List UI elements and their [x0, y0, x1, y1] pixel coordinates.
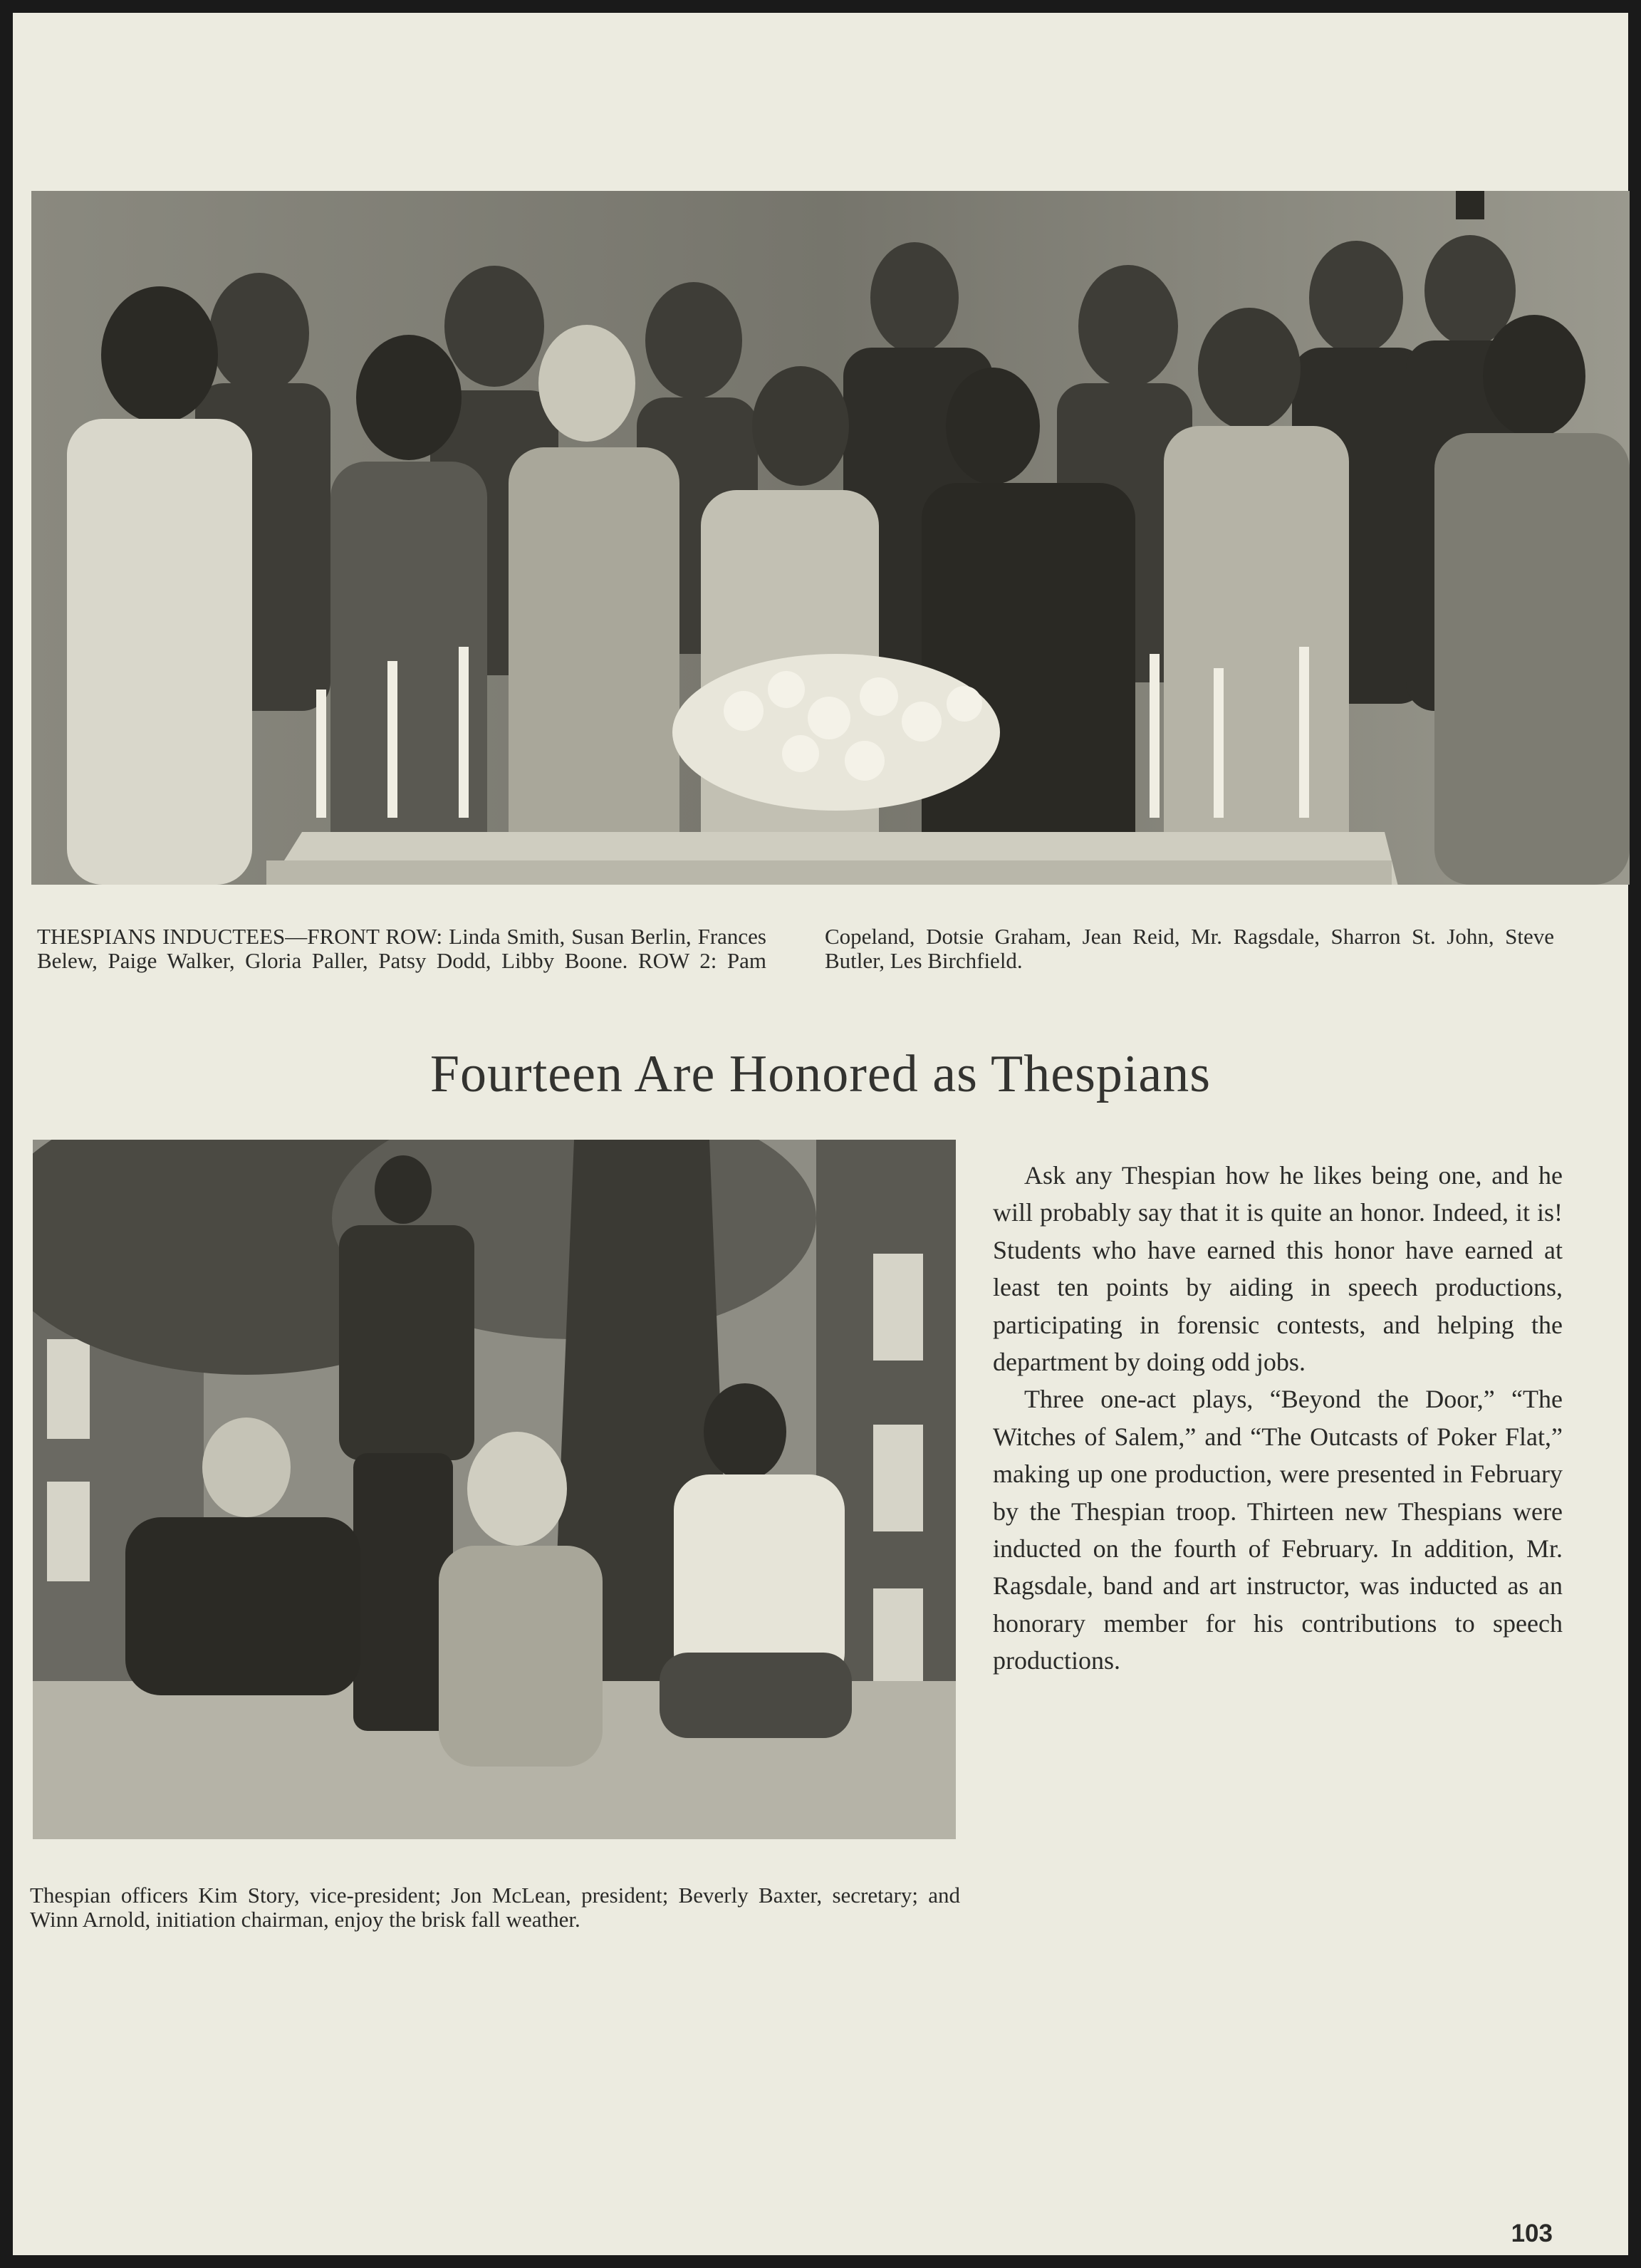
inductees-group-photo: [31, 191, 1630, 885]
article-paragraph: Three one-act plays, “Beyond the Door,” “The Witches of Salem,” and “The Outcasts of Poker Flat,” making up one production, were presented in February by the Thespian troop. Thirteen new Thespians were inducted on the fourth of February. In addition, Mr. Ragsdale, band and art instructor, was inducted as an honorary member for his contributions to speech productions.: [993, 1385, 1563, 1675]
yearbook-page: [13, 13, 1628, 2255]
article-paragraph: Ask any Thespian how he likes being one, and he will probably say that it is quite an honor. Indeed, it is! Students who have earned this honor have earned at least ten points by aiding in speech productions, participating in forensic contests, and helping the department by doing odd jobs.: [993, 1161, 1563, 1377]
article-body: [993, 1157, 1563, 1680]
officers-photo: [33, 1140, 956, 1839]
page-title: Fourteen Are Honored as Thespians: [429, 1045, 1212, 1103]
officers-caption: Thespian officers Kim Story, vice-president; Jon McLean, president; Beverly Baxter, secretary; and Winn Arnold, initiation chairman, enjoy the brisk fall weather.: [30, 1883, 960, 1932]
inductees-caption: THESPIANS INDUCTEES—FRONT ROW: Linda Smith, Susan Berlin, Frances Belew, Paige Walker, Gloria Paller, Patsy Dodd, Libby Boone. ROW 2: Pam Copeland, Dotsie Graham, Jean Reid, Mr. Ragsdale, Sharron St. John, Steve Butler, Les Birchfield.: [37, 924, 1554, 973]
page-number: 103: [1511, 2220, 1553, 2247]
